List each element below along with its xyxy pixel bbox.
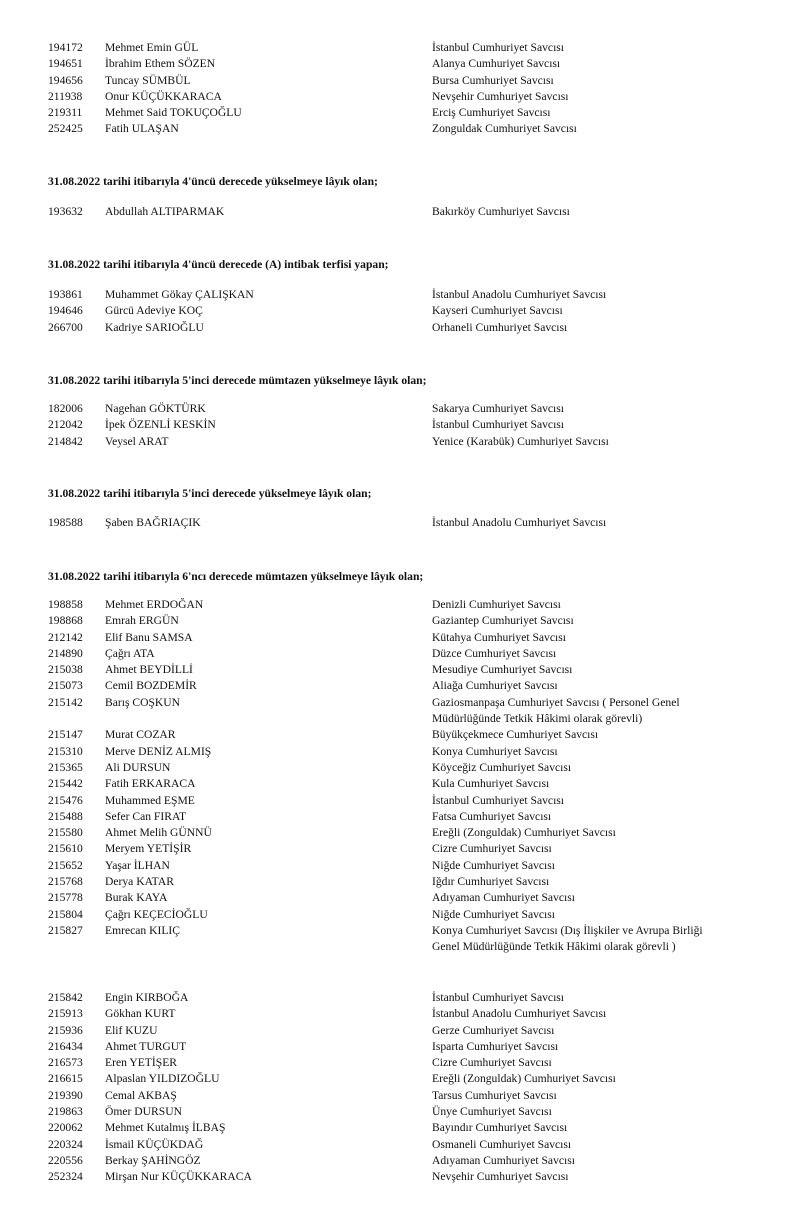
person-name: Mehmet ERDOĞAN <box>105 598 204 611</box>
sicil-number: 215038 <box>48 663 83 677</box>
office-title: İstanbul Anadolu Cumhuriyet Savcısı <box>432 516 607 529</box>
personnel-row <box>0 1023 798 1039</box>
person-name: Mirşan Nur KÜÇÜKKARACA <box>105 1170 252 1184</box>
office-title: Ünye Cumhuriyet Savcısı <box>432 1105 552 1119</box>
person-name: Eren YETİŞER <box>105 1056 178 1070</box>
office-title: Konya Cumhuriyet Savcısı (Dış İlişkiler ve Avrupa Birliği Genel Müdürlüğünde Tetkik Hâkimi olarak görevli ) <box>432 923 703 954</box>
personnel-row <box>0 841 798 857</box>
person-name: Abdullah ALTIPARMAK <box>105 205 225 218</box>
office-title: İstanbul Cumhuriyet Savcısı <box>432 418 565 432</box>
person-name: Berkay ŞAHİNGÖZ <box>105 1153 201 1167</box>
sicil-number: 214842 <box>48 434 83 448</box>
sicil-number: 194656 <box>48 73 83 87</box>
office-title: Mesudiye Cumhuriyet Savcısı <box>432 663 573 677</box>
person-name: Ömer DURSUN <box>105 1105 182 1119</box>
personnel-row <box>0 597 798 613</box>
person-name: İbrahim Ethem SÖZEN <box>105 57 216 71</box>
personnel-row <box>0 809 798 825</box>
personnel-list <box>0 515 798 531</box>
personnel-row <box>0 287 798 303</box>
personnel-row <box>0 1006 798 1022</box>
personnel-row <box>0 1137 798 1153</box>
sicil-number: 220062 <box>48 1121 83 1135</box>
office-title: Gaziantep Cumhuriyet Savcısı <box>432 614 574 628</box>
office-title: Osmaneli Cumhuriyet Savcısı <box>432 1137 572 1151</box>
person-name: Şaben BAĞRIAÇIK <box>105 516 201 529</box>
sicil-number: 216434 <box>48 1039 83 1053</box>
personnel-row <box>0 1153 798 1169</box>
personnel-row <box>0 204 798 220</box>
office-title: Orhaneli Cumhuriyet Savcısı <box>432 320 568 334</box>
person-name: Cemal AKBAŞ <box>105 1088 177 1102</box>
sicil-number: 182006 <box>48 402 83 415</box>
office-title: Bayındır Cumhuriyet Savcısı <box>432 1121 568 1135</box>
person-name: Nagehan GÖKTÜRK <box>105 402 206 415</box>
personnel-row <box>0 744 798 760</box>
office-title: Niğde Cumhuriyet Savcısı <box>432 907 556 921</box>
person-name: Mehmet Kutalmış İLBAŞ <box>105 1121 226 1135</box>
personnel-list <box>0 204 798 220</box>
personnel-row <box>0 105 798 121</box>
sicil-number: 215778 <box>48 891 83 905</box>
office-title: İstanbul Cumhuriyet Savcısı <box>432 41 565 54</box>
personnel-row <box>0 121 798 137</box>
sicil-number: 215804 <box>48 907 83 921</box>
office-title: İstanbul Cumhuriyet Savcısı <box>432 991 565 1004</box>
personnel-row <box>0 401 798 417</box>
personnel-row <box>0 73 798 89</box>
sicil-number: 219311 <box>48 106 83 120</box>
personnel-row <box>0 40 798 56</box>
office-title: Cizre Cumhuriyet Savcısı <box>432 1056 552 1070</box>
sicil-number: 215142 <box>48 695 83 709</box>
personnel-row <box>0 776 798 792</box>
sicil-number: 215147 <box>48 728 83 742</box>
sicil-number: 194651 <box>48 57 83 71</box>
office-title: Fatsa Cumhuriyet Savcısı <box>432 809 552 823</box>
personnel-row <box>0 923 798 956</box>
sicil-number: 193632 <box>48 205 83 218</box>
office-title: Denizli Cumhuriyet Savcısı <box>432 598 561 611</box>
sicil-number: 215842 <box>48 991 83 1004</box>
sicil-number: 193861 <box>48 288 83 301</box>
person-name: İsmail KÜÇÜKDAĞ <box>105 1137 204 1151</box>
sicil-number: 194172 <box>48 41 83 54</box>
section-heading: 31.08.2022 tarihi itibarıyla 4'üncü derecede yükselmeye lâyık olan; <box>48 175 378 188</box>
office-title: Ereğli (Zonguldak) Cumhuriyet Savcısı <box>432 1072 616 1086</box>
personnel-row <box>0 434 798 450</box>
sicil-number: 214890 <box>48 646 83 660</box>
office-title: Iğdır Cumhuriyet Savcısı <box>432 875 550 889</box>
person-name: Fatih ERKARACA <box>105 777 196 791</box>
person-name: Veysel ARAT <box>105 434 169 448</box>
office-title: Düzce Cumhuriyet Savcısı <box>432 646 557 660</box>
office-title: Zonguldak Cumhuriyet Savcısı <box>432 122 577 136</box>
person-name: Mehmet Emin GÜL <box>105 41 199 54</box>
sicil-number: 215442 <box>48 777 83 791</box>
sicil-number: 215936 <box>48 1023 83 1037</box>
sicil-number: 215768 <box>48 875 83 889</box>
office-title: Nevşehir Cumhuriyet Savcısı <box>432 89 569 103</box>
person-name: Fatih ULAŞAN <box>105 122 179 136</box>
personnel-row <box>0 825 798 841</box>
personnel-row <box>0 760 798 776</box>
office-title: İstanbul Cumhuriyet Savcısı <box>432 793 565 807</box>
office-title: Niğde Cumhuriyet Savcısı <box>432 858 556 872</box>
section-heading: 31.08.2022 tarihi itibarıyla 5'inci derecede mümtazen yükselmeye lâyık olan; <box>48 374 427 387</box>
office-title: Cizre Cumhuriyet Savcısı <box>432 842 552 856</box>
sicil-number: 215913 <box>48 1007 83 1021</box>
sicil-number: 219390 <box>48 1088 83 1102</box>
personnel-row <box>0 793 798 809</box>
person-name: Derya KATAR <box>105 875 174 889</box>
personnel-row <box>0 630 798 646</box>
person-name: Muhammet Gökay ÇALIŞKAN <box>105 288 254 301</box>
personnel-row <box>0 727 798 743</box>
person-name: Barış COŞKUN <box>105 695 181 709</box>
sicil-number: 212142 <box>48 630 83 644</box>
sicil-number: 215610 <box>48 842 83 856</box>
office-title: Bursa Cumhuriyet Savcısı <box>432 73 554 87</box>
office-title: Konya Cumhuriyet Savcısı <box>432 744 558 758</box>
person-name: Emrecan KILIÇ <box>105 923 181 937</box>
person-name: Ahmet Melih GÜNNÜ <box>105 826 212 840</box>
person-name: Sefer Can FIRAT <box>105 809 187 823</box>
personnel-row <box>0 515 798 531</box>
personnel-row <box>0 858 798 874</box>
office-title: Kayseri Cumhuriyet Savcısı <box>432 304 563 318</box>
personnel-row <box>0 320 798 336</box>
sicil-number: 211938 <box>48 89 83 103</box>
personnel-list <box>0 597 798 956</box>
person-name: Ahmet TURGUT <box>105 1039 187 1053</box>
personnel-list <box>0 401 798 450</box>
office-title: Erciş Cumhuriyet Savcısı <box>432 106 551 120</box>
person-name: Çağrı ATA <box>105 646 155 660</box>
sicil-number: 198588 <box>48 516 83 529</box>
office-title: Ereğli (Zonguldak) Cumhuriyet Savcısı <box>432 826 616 840</box>
office-title: Nevşehir Cumhuriyet Savcısı <box>432 1170 569 1184</box>
personnel-list <box>0 40 798 138</box>
personnel-row <box>0 646 798 662</box>
person-name: Muhammed EŞME <box>105 793 195 807</box>
office-title: İstanbul Anadolu Cumhuriyet Savcısı <box>432 1007 607 1021</box>
section-heading: 31.08.2022 tarihi itibarıyla 6'ncı derecede mümtazen yükselmeye lâyık olan; <box>48 570 424 583</box>
personnel-list <box>0 990 798 1186</box>
person-name: Gürcü Adeviye KOÇ <box>105 304 203 318</box>
sicil-number: 198858 <box>48 598 83 611</box>
office-title: Kütahya Cumhuriyet Savcısı <box>432 630 566 644</box>
person-name: Engin KIRBOĞA <box>105 991 189 1004</box>
person-name: Burak KAYA <box>105 891 168 905</box>
sicil-number: 215488 <box>48 809 83 823</box>
person-name: Mehmet Said TOKUÇOĞLU <box>105 106 242 120</box>
person-name: Merve DENİZ ALMIŞ <box>105 744 212 758</box>
sicil-number: 215310 <box>48 744 83 758</box>
personnel-row <box>0 56 798 72</box>
office-title: Bakırköy Cumhuriyet Savcısı <box>432 205 570 218</box>
office-title: Adıyaman Cumhuriyet Savcısı <box>432 891 575 905</box>
person-name: Kadriye SARIOĞLU <box>105 320 204 334</box>
section-heading: 31.08.2022 tarihi itibarıyla 4'üncü derecede (A) intibak terfisi yapan; <box>48 258 389 271</box>
personnel-row <box>0 303 798 319</box>
sicil-number: 220556 <box>48 1153 83 1167</box>
person-name: Ali DURSUN <box>105 760 171 774</box>
office-title: Tarsus Cumhuriyet Savcısı <box>432 1088 557 1102</box>
sicil-number: 215365 <box>48 760 83 774</box>
person-name: Onur KÜÇÜKKARACA <box>105 89 222 103</box>
sicil-number: 216573 <box>48 1056 83 1070</box>
sicil-number: 220324 <box>48 1137 83 1151</box>
sicil-number: 252425 <box>48 122 83 136</box>
personnel-row <box>0 874 798 890</box>
sicil-number: 215476 <box>48 793 83 807</box>
personnel-row <box>0 1169 798 1185</box>
office-title: Aliağa Cumhuriyet Savcısı <box>432 679 558 693</box>
office-title: Yenice (Karabük) Cumhuriyet Savcısı <box>432 434 609 448</box>
personnel-row <box>0 907 798 923</box>
sicil-number: 215073 <box>48 679 83 693</box>
personnel-row <box>0 990 798 1006</box>
office-title: Büyükçekmece Cumhuriyet Savcısı <box>432 728 599 742</box>
personnel-row <box>0 890 798 906</box>
office-title: Alanya Cumhuriyet Savcısı <box>432 57 561 71</box>
sicil-number: 215827 <box>48 923 83 937</box>
sicil-number: 219863 <box>48 1105 83 1119</box>
person-name: Cemil BOZDEMİR <box>105 679 197 693</box>
office-title: İstanbul Anadolu Cumhuriyet Savcısı <box>432 288 607 301</box>
sicil-number: 212042 <box>48 418 83 432</box>
sicil-number: 252324 <box>48 1170 83 1184</box>
person-name: İpek ÖZENLİ KESKİN <box>105 418 216 432</box>
personnel-row <box>0 1088 798 1104</box>
personnel-row <box>0 1055 798 1071</box>
personnel-list <box>0 287 798 336</box>
personnel-row <box>0 1120 798 1136</box>
personnel-row <box>0 695 798 728</box>
office-title: Kula Cumhuriyet Savcısı <box>432 777 550 791</box>
personnel-row <box>0 613 798 629</box>
person-name: Emrah ERGÜN <box>105 614 179 628</box>
sicil-number: 194646 <box>48 304 83 318</box>
person-name: Alpaslan YILDIZOĞLU <box>105 1072 220 1086</box>
person-name: Elif Banu SAMSA <box>105 630 193 644</box>
personnel-row <box>0 89 798 105</box>
sicil-number: 215652 <box>48 858 83 872</box>
section-heading: 31.08.2022 tarihi itibarıyla 5'inci derecede yükselmeye lâyık olan; <box>48 487 372 500</box>
office-title: Isparta Cumhuriyet Savcısı <box>432 1039 559 1053</box>
personnel-row <box>0 417 798 433</box>
office-title: Gerze Cumhuriyet Savcısı <box>432 1023 555 1037</box>
person-name: Ahmet BEYDİLLİ <box>105 663 193 677</box>
sicil-number: 215580 <box>48 826 83 840</box>
sicil-number: 216615 <box>48 1072 83 1086</box>
personnel-row <box>0 1039 798 1055</box>
person-name: Murat COZAR <box>105 728 176 742</box>
person-name: Çağrı KEÇECİOĞLU <box>105 907 208 921</box>
sicil-number: 266700 <box>48 320 83 334</box>
personnel-row <box>0 1104 798 1120</box>
personnel-row <box>0 1071 798 1087</box>
sicil-number: 198868 <box>48 614 83 628</box>
person-name: Meryem YETİŞİR <box>105 842 192 856</box>
office-title: Sakarya Cumhuriyet Savcısı <box>432 402 565 415</box>
person-name: Gökhan KURT <box>105 1007 176 1021</box>
personnel-row <box>0 678 798 694</box>
person-name: Tuncay SÜMBÜL <box>105 73 191 87</box>
office-title: Gaziosmanpaşa Cumhuriyet Savcısı ( Personel Genel Müdürlüğünde Tetkik Hâkimi olarak görevli) <box>432 695 680 726</box>
person-name: Yaşar İLHAN <box>105 858 170 872</box>
office-title: Adıyaman Cumhuriyet Savcısı <box>432 1153 575 1167</box>
office-title: Köyceğiz Cumhuriyet Savcısı <box>432 760 572 774</box>
person-name: Elif KUZU <box>105 1023 158 1037</box>
personnel-row <box>0 662 798 678</box>
